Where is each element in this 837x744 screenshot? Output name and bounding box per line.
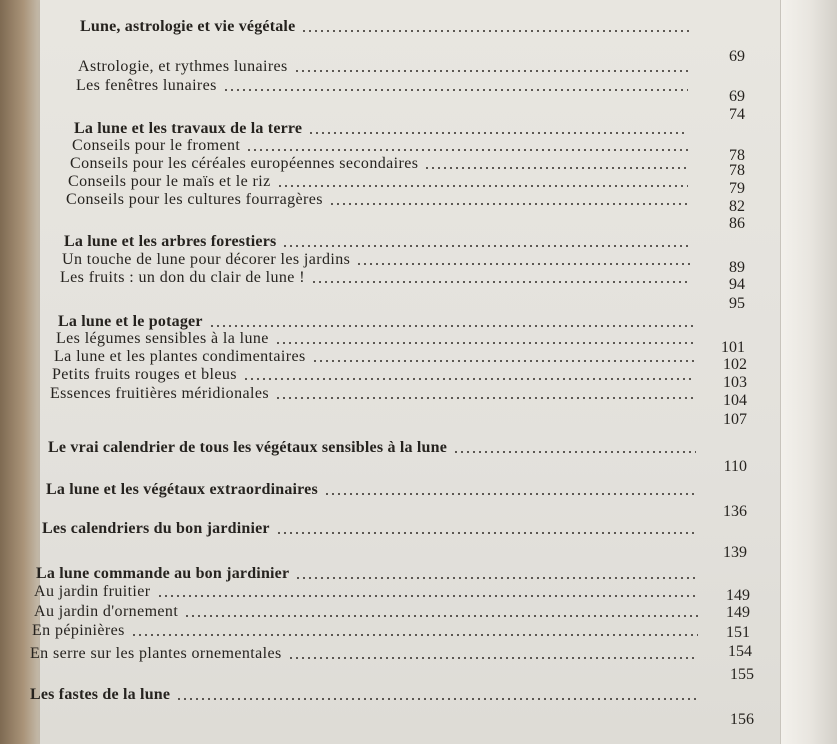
page-number: 154: [728, 643, 752, 660]
page-number: 156: [730, 711, 754, 728]
entry-title: Essences fruitières méridionales: [50, 385, 269, 402]
toc-entry: [70, 153, 694, 173]
entry-title: Conseils pour les céréales européennes secondaires: [70, 155, 419, 172]
entry-title: Conseils pour les cultures fourragères: [66, 191, 323, 208]
page-number: 139: [723, 544, 747, 561]
page-number: 104: [723, 392, 747, 409]
page-number: 74: [729, 106, 745, 123]
section-title: Les calendriers du bon jardinier: [42, 520, 270, 537]
dot-leader: [301, 30, 692, 32]
dot-leader: [184, 615, 698, 617]
dot-leader: [294, 70, 690, 72]
entry-title: Un touche de lune pour décorer les jardins: [62, 251, 351, 268]
section-heading: [80, 16, 698, 36]
entry-title: Astrologie, et rythmes lunaires: [78, 58, 288, 75]
toc-entry: [50, 383, 700, 403]
page-number: 110: [723, 458, 747, 475]
page-number: 69: [729, 88, 745, 105]
section-heading: [36, 563, 704, 583]
page-number: 107: [723, 411, 747, 428]
toc-entry: [34, 581, 704, 601]
entry-title: Les fenêtres lunaires: [76, 77, 217, 94]
section-heading: [46, 479, 702, 499]
page-number: 89: [729, 259, 745, 276]
entry-title: En pépinières: [32, 622, 125, 639]
section-title: La lune commande au bon jardinier: [36, 565, 290, 582]
page-number: 94: [729, 276, 745, 293]
dot-leader: [329, 203, 688, 205]
section-heading: [48, 437, 702, 457]
dot-leader: [209, 325, 694, 327]
dot-leader: [295, 577, 698, 579]
toc-entry: [62, 249, 696, 269]
entry-title: En serre sur les plantes ornementales: [30, 645, 282, 662]
dot-leader: [277, 185, 688, 187]
page-number: 155: [730, 666, 754, 683]
page-number: 101: [721, 339, 745, 356]
dot-leader: [282, 245, 690, 247]
page-number: 82: [729, 198, 745, 215]
entry-title: Au jardin fruitier: [34, 583, 151, 600]
dot-leader: [223, 89, 688, 91]
toc-entry: [52, 364, 700, 384]
page-number: 78: [729, 162, 745, 179]
dot-leader: [453, 451, 696, 453]
toc-entry: [60, 267, 696, 287]
section-title: Le vrai calendrier de tous les végétaux sensibles à la lune: [48, 439, 448, 456]
dot-leader: [311, 281, 690, 283]
dot-leader: [176, 698, 698, 700]
entry-title: Petits fruits rouges et bleus: [52, 366, 237, 383]
dot-leader: [276, 532, 696, 534]
page-number: 95: [729, 295, 745, 312]
toc-entry: [76, 75, 694, 95]
section-title: Les fastes de la lune: [30, 686, 171, 703]
dot-leader: [312, 360, 694, 362]
entry-title: Au jardin d'ornement: [34, 603, 179, 620]
page-number: 86: [729, 215, 745, 232]
entry-title: Les fruits : un don du clair de lune !: [60, 269, 305, 286]
dot-leader: [275, 397, 694, 399]
page-number: 151: [726, 624, 750, 641]
dot-leader: [356, 263, 690, 265]
section-title: La lune et les végétaux extraordinaires: [46, 481, 318, 498]
entry-title: La lune et les plantes condimentaires: [54, 348, 306, 365]
page-number: 103: [723, 374, 747, 391]
page-number: 149: [726, 604, 750, 621]
page-number: 78: [729, 147, 745, 164]
toc-entry: [30, 643, 704, 663]
section-heading: [30, 684, 704, 704]
toc-entry: [32, 620, 704, 640]
toc-entry: [34, 601, 704, 621]
dot-leader: [308, 132, 688, 134]
section-title: Lune, astrologie et vie végétale: [80, 18, 296, 35]
page-number: 149: [726, 587, 750, 604]
page-number: 102: [723, 356, 747, 373]
page-number: 69: [729, 48, 745, 65]
dot-leader: [157, 595, 699, 597]
page-number: 136: [723, 503, 747, 520]
section-heading: [64, 231, 696, 251]
section-title: La lune et les arbres forestiers: [64, 233, 277, 250]
toc-entry: [68, 171, 694, 191]
toc-entry: [54, 346, 700, 366]
entry-title: Conseils pour le froment: [72, 137, 241, 154]
toc-entry: [78, 56, 696, 76]
dot-leader: [288, 657, 698, 659]
toc-entry: [66, 189, 694, 209]
section-title: La lune et le potager: [58, 313, 203, 330]
entry-title: Les légumes sensibles à la lune: [56, 330, 269, 347]
toc-entry: [72, 135, 694, 155]
dot-leader: [243, 378, 694, 380]
dot-leader: [275, 342, 694, 344]
entry-title: Conseils pour le maïs et le riz: [68, 173, 271, 190]
dot-leader: [246, 149, 688, 151]
page-number: 79: [729, 180, 745, 197]
section-heading: [42, 518, 702, 538]
dot-leader: [131, 634, 698, 636]
toc-entry: [56, 328, 700, 348]
dot-leader: [324, 493, 696, 495]
section-title: La lune et les travaux de la terre: [74, 120, 303, 137]
dot-leader: [424, 167, 688, 169]
